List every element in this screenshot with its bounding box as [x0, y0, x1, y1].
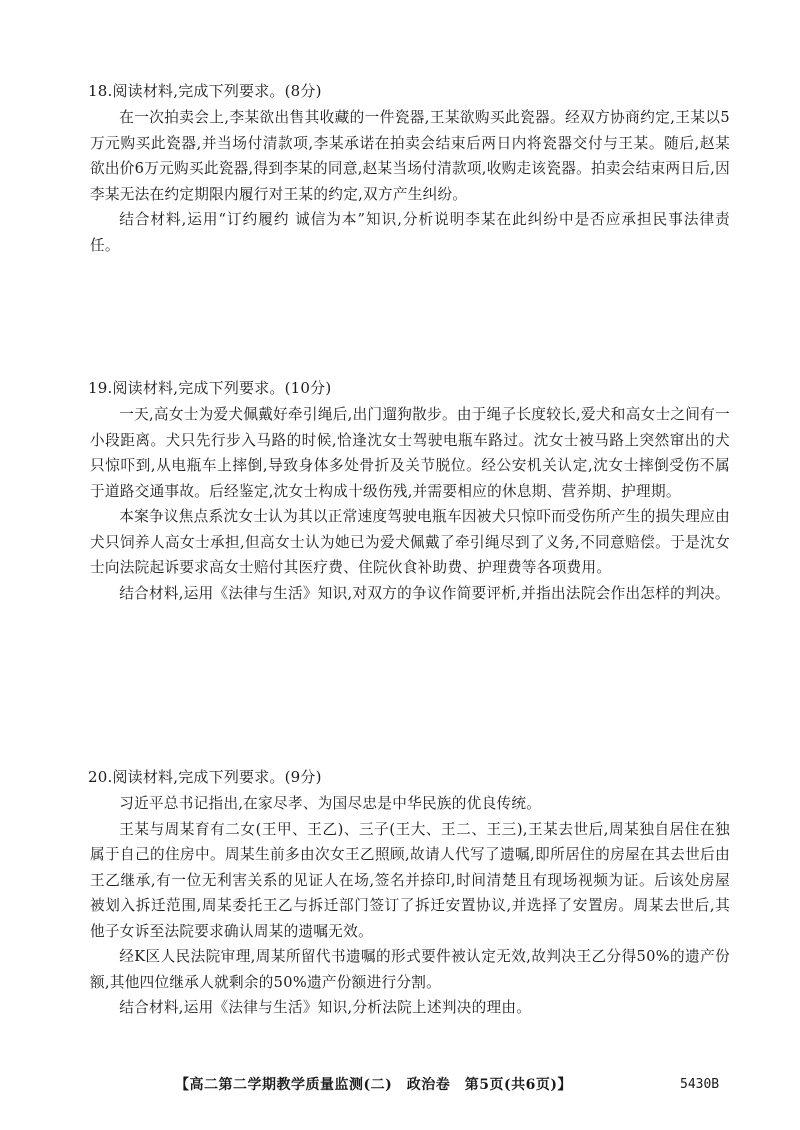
question-title: 19.阅读材料,完成下列要求。(10分) [88, 379, 332, 397]
question-19 [90, 376, 730, 606]
question-title: 18.阅读材料,完成下列要求。(8分) [88, 82, 322, 100]
material-paragraph: 习近平总书记指出,在家尽孝、为国尽忠是中华民族的优良传统。 [119, 795, 542, 812]
material-paragraph: 一天,高女士为爱犬佩戴好牵引绳后,出门遛狗散步。由于绳子长度较长,爱犬和高女士之间有一小段距离。犬只先行步入马路的时候,恰逢沈女士驾驶电瓶车路过。沈女士被马路上突然窜出的犬只惊吓到,从电瓶车上摔倒,导致身体多处骨折及关节脱位。经公安机关认定,沈女士摔倒受伤不属于道路交通事故。后经鉴定,沈女士构成十级伤残,并需要相应的休息期、营养期、护理期。 [90, 406, 730, 500]
question-title: 20.阅读材料,完成下列要求。(9分) [88, 768, 322, 786]
task-paragraph: 结合材料,运用“订约履约 诚信为本”知识,分析说明李某在此纠纷中是否应承担民事法律责任。 [90, 211, 730, 254]
material-paragraph: 在一次拍卖会上,李某欲出售其收藏的一件瓷器,王某欲购买此瓷器。经双方协商约定,王某以5万元购买此瓷器,并当场付清款项,李某承诺在拍卖会结束后两日内将瓷器交付与王某。随后,赵某欲出价6万元购买此瓷器,得到李某的同意,赵某当场付清款项,收购走该瓷器。拍卖会结束两日后,因李某无法在约定期限内履行对王某的约定,双方产生纠纷。 [90, 109, 730, 203]
question-18 [90, 79, 730, 258]
footer-paper-code: 5430B [680, 1077, 720, 1092]
material-paragraph: 本案争议焦点系沈女士认为其以正常速度驾驶电瓶车因被犬只惊吓而受伤所产生的损失理应由犬只饲养人高女士承担,但高女士认为她已为爱犬佩戴了牵引绳尽到了义务,不同意赔偿。于是沈女士向法院起诉要求高女士赔付其医疗费、住院伙食补助费、护理费等各项费用。 [90, 508, 730, 576]
material-paragraph: 王某与周某育有二女(王甲、王乙)、三子(王大、王二、王三),王某去世后,周某独自居住在独属于自己的住房中。周某生前多由次女王乙照顾,故请人代写了遗嘱,即所居住的房屋在其去世后由王乙继承,有一位无利害关系的见证人在场,签名并捺印,时间清楚且有现场视频为证。后该处房屋被划入拆迁范围,周某委托王乙与拆迁部门签订了拆迁安置协议,并选择了安置房。周某去世后,其他子女诉至法院要求确认周某的遗嘱无效。 [90, 820, 730, 940]
material-paragraph: 经K区人民法院审理,周某所留代书遗嘱的形式要件被认定无效,故判决王乙分得50%的遗产份额,其他四位继承人就剩余的50%遗产份额进行分割。 [90, 948, 730, 991]
task-paragraph: 结合材料,运用《法律与生活》知识,对双方的争议作简要评析,并指出法院会作出怎样的判决。 [119, 584, 730, 602]
footer-exam-info: 【高二第二学期教学质量监测(二) 政治卷 第5页(共6页)】 [175, 1077, 572, 1093]
question-20 [90, 765, 730, 1021]
task-paragraph: 结合材料,运用《法律与生活》知识,分析法院上述判决的理由。 [119, 999, 532, 1016]
page-footer [0, 1073, 800, 1097]
